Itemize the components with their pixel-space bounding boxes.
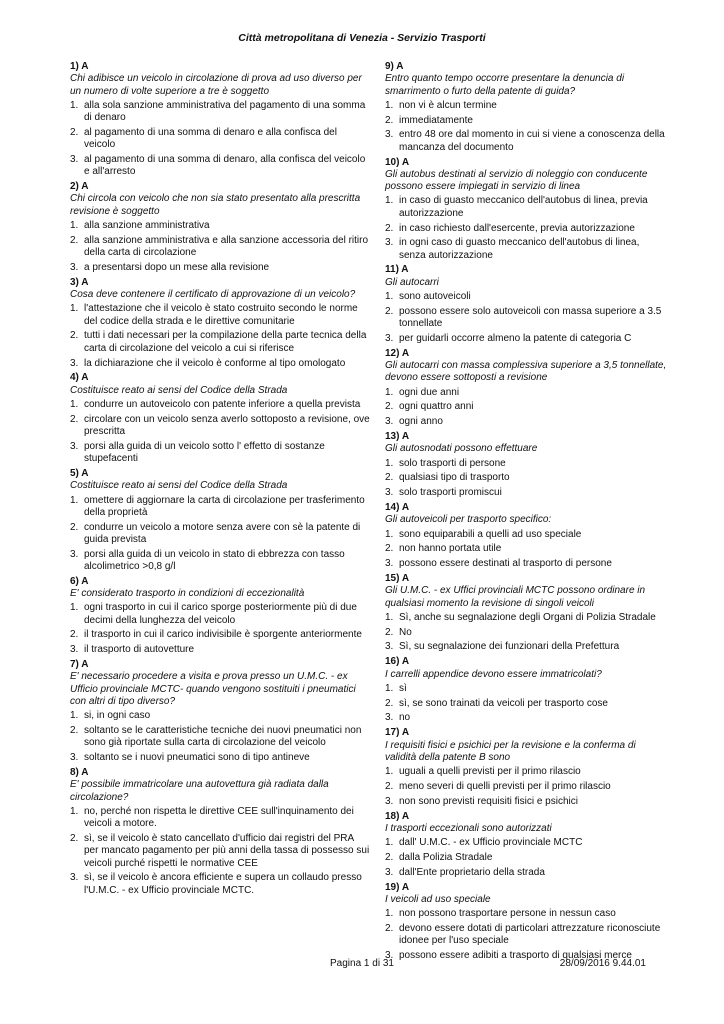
question-column-left (70, 60, 370, 899)
answer-number: 3. (385, 558, 394, 570)
answer-text: ogni quattro anni (399, 401, 474, 413)
answer-number: 2. (385, 305, 394, 317)
answer-number: 2. (70, 521, 79, 533)
answer-option (385, 543, 667, 555)
question-text: Gli autoveicoli per trasporto specifico: (385, 514, 552, 526)
answer-option (70, 330, 370, 355)
question-number: 11) A (385, 264, 409, 276)
answer-option (385, 923, 667, 948)
answer-text: al pagamento di una somma di denaro, alla confisca del veicolo e all'arresto (84, 154, 366, 178)
answer-text: dall'Ente proprietario della strada (399, 866, 545, 878)
answer-text: per guidarli occorre almeno la patente di categoria C (399, 332, 632, 344)
answer-number: 3. (70, 752, 79, 764)
answer-number: 1. (385, 528, 394, 540)
answer-option (385, 558, 667, 570)
question-text: Gli autocarri (385, 276, 439, 288)
answer-option (385, 237, 667, 262)
answer-number: 1. (70, 494, 79, 506)
answer-text: Sì, su segnalazione dei funzionari della Prefettura (399, 641, 620, 653)
question-number: 15) A (385, 572, 410, 584)
answer-text: sì, se il veicolo è stato cancellato d'ufficio dai registri del PRA per mancato pagamento per più anni della tassa di possesso sui veicoli purché rispetti le normative CEE (84, 832, 370, 869)
question-number: 4) A (70, 372, 89, 384)
answer-number: 1. (385, 291, 394, 303)
answer-text: possono essere adibiti a trasporto di qualsiasi merce (399, 950, 632, 961)
answer-option (70, 725, 370, 750)
question-number: 9) A (385, 61, 404, 72)
answer-text: possono essere destinati al trasporto di persone (399, 558, 612, 570)
question-number: 19) A (385, 881, 410, 893)
question-text: I veicoli ad uso speciale (385, 893, 491, 905)
answer-number: 2. (70, 234, 79, 246)
question-number: 5) A (70, 467, 89, 479)
answer-option (385, 100, 667, 112)
question-text: Cosa deve contenere il certificato di approvazione di un veicolo? (70, 289, 356, 301)
answer-number: 3. (385, 237, 394, 249)
question-text: E' possibile immatricolare una autovettura già radiata dalla circolazione? (70, 779, 329, 803)
question-block (70, 468, 370, 573)
answer-number: 1. (385, 195, 394, 207)
answer-number: 1. (70, 398, 79, 410)
answer-text: la dichiarazione che il veicolo è conforme al tipo omologato (84, 357, 346, 369)
answer-option (70, 154, 370, 179)
answer-number: 1. (70, 710, 79, 722)
answer-option (385, 796, 667, 808)
answer-number: 2. (70, 126, 79, 138)
answer-text: dalla Polizia Stradale (399, 851, 493, 863)
answer-number: 2. (385, 222, 394, 234)
answer-number: 2. (385, 697, 394, 709)
answer-text: entro 48 ore dal momento in cui si viene a conoscenza della mancanza del documento (399, 129, 665, 153)
answer-text: condurre un veicolo a motore senza avere con sè la patente di guida prevista (84, 521, 361, 545)
answer-text: immediatamente (399, 114, 473, 126)
answer-option (70, 127, 370, 152)
answer-text: porsi alla guida di un veicolo in stato di ebbrezza con tasso alcolimetrico >0,8 g/l (84, 548, 345, 572)
answer-number: 1. (385, 99, 394, 111)
answer-text: non sono previsti requisiti fisici e psichici (399, 795, 578, 807)
answer-text: devono essere dotati di particolari attrezzature riconosciute idonee per l'uso speciale (399, 922, 661, 947)
question-text: Gli autobus destinati al servizio di noleggio con conducente possono essere impiegati in servizio di linea (385, 168, 648, 193)
answer-text: No (399, 626, 412, 638)
question-text: I trasporti eccezionali sono autorizzati (385, 822, 552, 834)
answer-option (70, 262, 370, 274)
answer-number: 3. (70, 644, 79, 656)
answer-number: 2. (70, 413, 79, 425)
answer-option (385, 641, 667, 653)
answer-option (70, 833, 370, 870)
answer-option (70, 399, 370, 411)
question-text: Entro quanto tempo occorre presentare la denuncia di smarrimento o furto della patente di guida? (385, 73, 625, 97)
answer-number: 3. (70, 357, 79, 369)
question-text: Gli autocarri con massa complessiva superiore a 3,5 tonnellate, devono essere sottoposti a revisione (385, 360, 667, 384)
answer-number: 2. (385, 922, 394, 934)
answer-text: condurre un autoveicolo con patente inferiore a quella prevista (84, 398, 361, 410)
answer-option (70, 629, 370, 641)
answer-text: si, in ogni caso (84, 710, 151, 722)
answer-number: 3. (385, 487, 394, 499)
answer-option (70, 752, 370, 764)
question-block (385, 573, 667, 654)
answer-number: 1. (385, 386, 394, 398)
answer-option (385, 115, 667, 127)
answer-text: alla sola sanzione amministrativa del pagamento di una somma di denaro (84, 99, 366, 124)
question-block (385, 811, 667, 879)
answer-number: 3. (385, 795, 394, 807)
question-block (70, 372, 370, 465)
answer-text: soltanto se i nuovi pneumatici sono di tipo antineve (84, 752, 310, 764)
answer-option (385, 529, 667, 541)
question-block (385, 656, 667, 724)
question-text: Costituisce reato ai sensi del Codice della Strada (70, 480, 288, 492)
answer-number: 3. (70, 548, 79, 560)
answer-number: 1. (70, 99, 79, 111)
answer-option (385, 223, 667, 235)
page-number: Pagina 1 di 31 (330, 958, 394, 969)
question-text: Gli U.M.C. - ex Uffici provinciali MCTC possono ordinare in qualsiasi momento la revisione di singoli veicoli (385, 585, 646, 609)
answer-number: 1. (70, 805, 79, 817)
answer-text: porsi alla guida di un veicolo sotto l' effetto di sostanze stupefacenti (84, 440, 325, 465)
answer-option (385, 867, 667, 879)
answer-number: 1. (385, 457, 394, 469)
answer-text: a presentarsi dopo un mese alla revisione (84, 261, 270, 273)
answer-text: il trasporto di autovetture (84, 644, 195, 656)
answer-number: 2. (385, 543, 394, 555)
answer-number: 3. (70, 440, 79, 452)
answer-option (385, 458, 667, 470)
question-number: 14) A (385, 502, 410, 513)
answer-number: 1. (385, 766, 394, 778)
question-column-right (385, 60, 667, 965)
answer-text: sono autoveicoli (399, 291, 471, 303)
answer-text: possono essere solo autoveicoli con massa superiore a 3.5 tonnellate (399, 305, 662, 330)
answer-text: circolare con un veicolo senza averlo sottoposto a revisione, ove prescritta (84, 413, 370, 438)
answer-text: qualsiasi tipo di trasporto (399, 472, 510, 484)
answer-option (385, 712, 667, 724)
answer-number: 1. (385, 837, 394, 849)
print-timestamp: 28/09/2016 9.44.01 (559, 958, 646, 969)
answer-number: 2. (385, 780, 394, 792)
question-number: 10) A (385, 156, 410, 168)
question-text: I carrelli appendice devono essere immatricolati? (385, 668, 602, 680)
answer-text: non hanno portata utile (399, 543, 502, 555)
answer-text: soltanto se le caratteristiche tecniche dei nuovi pneumatici non sono già riportate sulla carta di circolazione del veicolo (84, 725, 362, 749)
question-number: 8) A (70, 766, 89, 778)
answer-text: no (399, 712, 411, 724)
answer-number: 3. (70, 261, 79, 273)
question-block (385, 157, 667, 262)
answer-option (385, 129, 667, 154)
answer-number: 1. (385, 908, 394, 920)
answer-text: alla sanzione amministrativa (84, 220, 210, 232)
question-number: 16) A (385, 656, 410, 668)
answer-text: in caso richiesto dall'esercente, previa autorizzazione (399, 222, 635, 234)
answer-option (385, 612, 667, 624)
answer-text: no, perché non rispetta le direttive CEE sull'inquinamento dei veicoli a motore. (84, 805, 354, 830)
question-block (385, 882, 667, 963)
answer-option (385, 387, 667, 399)
question-block (70, 61, 370, 179)
answer-option (70, 414, 370, 439)
answer-number: 2. (385, 626, 394, 638)
answer-number: 2. (70, 330, 79, 342)
answer-number: 2. (70, 725, 79, 737)
answer-option (385, 472, 667, 484)
question-number: 12) A (385, 347, 410, 359)
question-text: E' considerato trasporto in condizioni di eccezionalità (70, 588, 305, 600)
answer-text: tutti i dati necessari per la compilazione della parte tecnica della carta di circolazione del veicolo a cui si riferisce (84, 330, 367, 354)
question-number: 17) A (385, 727, 410, 739)
answer-number: 2. (385, 472, 394, 484)
question-block (385, 502, 667, 570)
question-text: Chi adibisce un veicolo in circolazione di prova ad uso diverso per un numero di volte superiore a tre è soggetto (70, 73, 362, 97)
answer-text: sono equiparabili a quelli ad uso speciale (399, 528, 582, 540)
answer-option (70, 100, 370, 125)
answer-option (385, 852, 667, 864)
question-block (385, 727, 667, 808)
question-block (385, 264, 667, 345)
answer-text: non possono trasportare persone in nessun caso (399, 908, 616, 920)
answer-number: 3. (385, 641, 394, 653)
question-block (70, 659, 370, 764)
question-number: 7) A (70, 659, 89, 671)
answer-text: alla sanzione amministrativa e alla sanzione accessoria del ritiro della carta di circolazione (84, 234, 369, 259)
question-block (70, 181, 370, 274)
answer-option (70, 303, 370, 328)
answer-text: ogni trasporto in cui il carico sporge posteriormente più di due decimi della lunghezza del veicolo (84, 602, 357, 626)
question-block (385, 61, 667, 154)
answer-option (385, 766, 667, 778)
question-text: Gli autosnodati possono effettuare (385, 443, 538, 455)
answer-text: solo trasporti promiscui (399, 487, 502, 499)
question-text: Costituisce reato ai sensi del Codice della Strada (70, 384, 288, 396)
answer-option (70, 522, 370, 547)
answer-option (385, 306, 667, 331)
answer-text: dall' U.M.C. - ex Ufficio provinciale MCTC (399, 837, 583, 849)
answer-number: 3. (70, 872, 79, 884)
question-number: 2) A (70, 181, 89, 193)
answer-number: 3. (385, 866, 394, 878)
question-block (70, 576, 370, 657)
answer-option (70, 872, 370, 897)
answer-number: 3. (385, 332, 394, 344)
answer-option (70, 549, 370, 574)
question-text: I requisiti fisici e psichici per la revisione e la conferma di validità della patente B sono (385, 739, 636, 763)
answer-number: 3. (385, 416, 394, 428)
answer-number: 1. (70, 303, 79, 315)
answer-text: in caso di guasto meccanico dell'autobus di linea, previa autorizzazione (399, 195, 648, 219)
question-block (70, 277, 370, 370)
answer-number: 1. (70, 220, 79, 232)
answer-number: 2. (385, 401, 394, 413)
answer-number: 1. (70, 602, 79, 614)
answer-option (70, 358, 370, 370)
question-block (385, 431, 667, 499)
question-number: 6) A (70, 575, 89, 587)
answer-option (385, 416, 667, 428)
answer-number: 3. (70, 154, 79, 166)
answer-text: non vi è alcun termine (399, 99, 497, 111)
answer-number: 2. (385, 851, 394, 863)
question-number: 18) A (385, 810, 410, 822)
answer-text: ogni anno (399, 416, 443, 428)
answer-option (70, 495, 370, 520)
answer-text: Sì, anche su segnalazione degli Organi di Polizia Stradale (399, 611, 656, 623)
answer-option (385, 487, 667, 499)
question-text: E' necessario procedere a visita e prova presso un U.M.C. - ex Ufficio provinciale MCTC- quando vengono sostituiti i pneumatici con altri di tipo diverso? (70, 671, 356, 707)
answer-option (385, 195, 667, 220)
answer-text: meno severi di quelli previsti per il primo rilascio (399, 780, 611, 792)
answer-text: l'attestazione che il veicolo è stato costruito secondo le norme del codice della strada e le direttive comunitarie (84, 303, 358, 327)
answer-option (385, 781, 667, 793)
answer-number: 3. (385, 950, 394, 961)
answer-text: in ogni caso di guasto meccanico dell'autobus di linea, senza autorizzazione (399, 237, 640, 261)
answer-text: omettere di aggiornare la carta di circolazione per trasferimento della proprietà (84, 494, 365, 518)
answer-text: al pagamento di una somma di denaro e alla confisca del veicolo (84, 126, 337, 151)
answer-option (70, 710, 370, 722)
answer-text: sì, se sono trainati da veicoli per trasporto cose (399, 697, 608, 709)
answer-number: 2. (70, 629, 79, 641)
question-block (70, 767, 370, 897)
answer-number: 3. (385, 712, 394, 724)
answer-option (385, 908, 667, 920)
answer-text: ogni due anni (399, 386, 460, 398)
answer-text: uguali a quelli previsti per il primo rilascio (399, 766, 581, 778)
question-number: 3) A (70, 276, 89, 288)
answer-option (385, 401, 667, 413)
answer-text: solo trasporti di persone (399, 457, 506, 469)
answer-option (70, 806, 370, 831)
answer-number: 1. (385, 682, 394, 694)
answer-option (385, 291, 667, 303)
answer-option (385, 698, 667, 710)
answer-number: 1. (385, 611, 394, 623)
question-number: 1) A (70, 61, 89, 72)
answer-option (70, 602, 370, 627)
question-text: Chi circola con veicolo che non sia stato presentato alla prescritta revisione è soggetto (70, 193, 361, 217)
answer-option (385, 627, 667, 639)
answer-option (70, 220, 370, 232)
question-number: 13) A (385, 431, 410, 443)
answer-option (70, 441, 370, 466)
answer-option (385, 837, 667, 849)
page-title: Città metropolitana di Venezia - Servizio Trasporti (238, 32, 486, 44)
question-block (385, 348, 667, 429)
answer-option (70, 644, 370, 656)
answer-text: sì (399, 682, 407, 694)
answer-number: 2. (70, 832, 79, 844)
answer-number: 3. (385, 129, 394, 141)
answer-option (385, 683, 667, 695)
answer-option (70, 235, 370, 260)
answer-text: il trasporto in cui il carico indivisibile è sporgente anteriormente (84, 629, 362, 641)
answer-option (385, 333, 667, 345)
answer-number: 2. (385, 114, 394, 126)
answer-text: sì, se il veicolo è ancora efficiente e supera un collaudo presso l'U.M.C. - ex Ufficio provinciale MCTC. (84, 872, 362, 896)
